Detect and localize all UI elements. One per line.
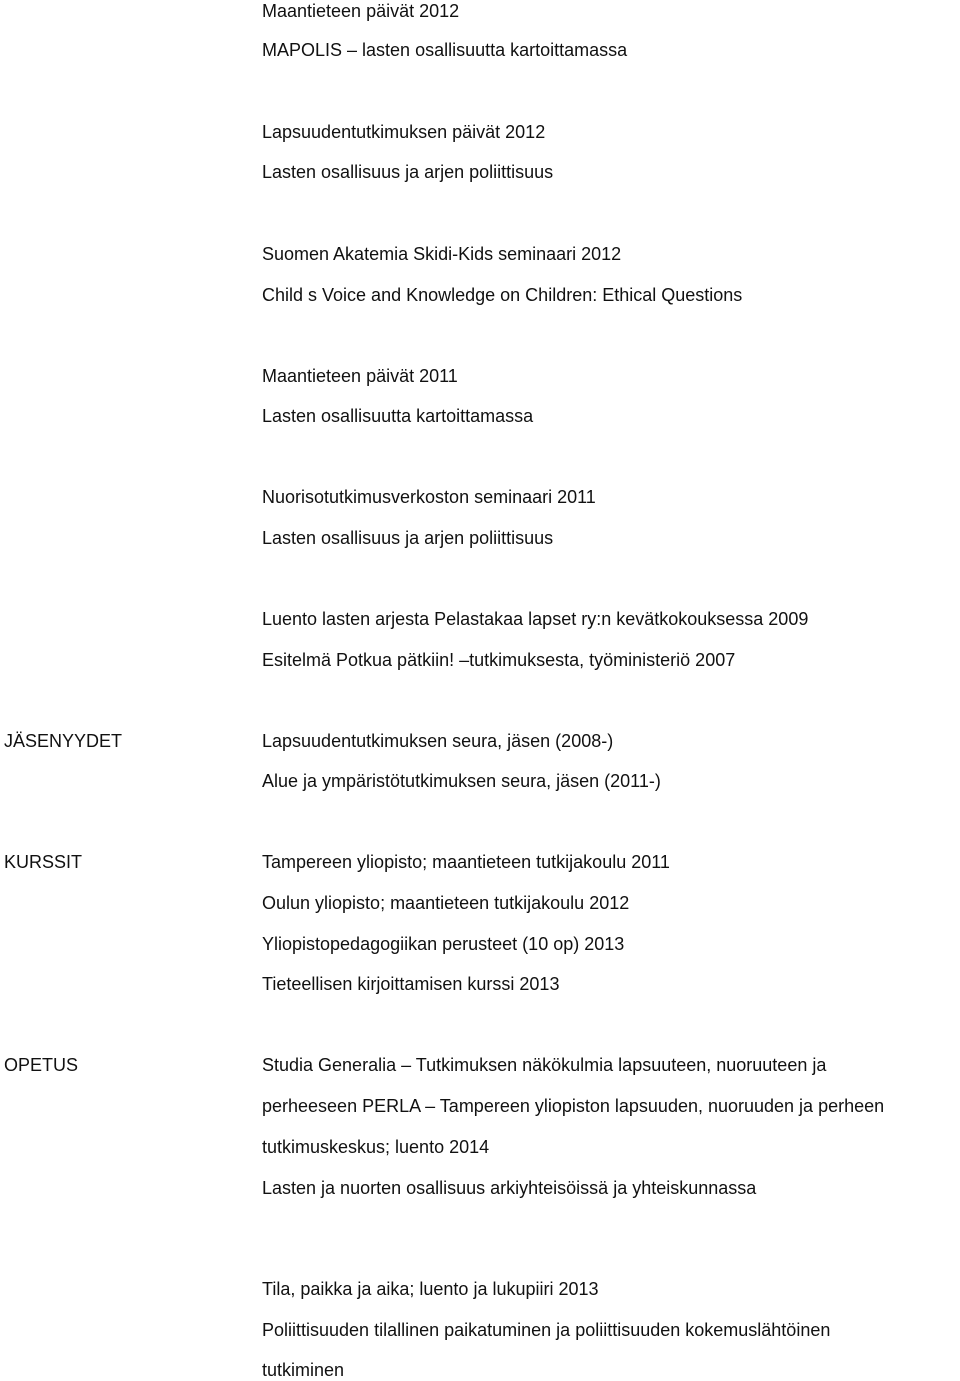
presentation-line: Lasten osallisuus ja arjen poliittisuus	[262, 528, 554, 548]
presentation-line: Esitelmä Potkua pätkiin! –tutkimuksesta, työministeriö 2007	[262, 650, 736, 670]
course-line: Oulun yliopisto; maantieteen tutkijakoulu 2012	[262, 893, 630, 913]
section-label-memberships: JÄSENYYDET	[4, 731, 123, 751]
presentation-line: Lasten osallisuus ja arjen poliittisuus	[262, 162, 554, 182]
course-line: Yliopistopedagogiikan perusteet (10 op) 2013	[262, 934, 625, 954]
teaching-line: tutkimuskeskus; luento 2014	[262, 1137, 490, 1157]
section-label-courses: KURSSIT	[4, 852, 83, 872]
teaching-line: Tila, paikka ja aika; luento ja lukupiiri 2013	[262, 1279, 599, 1299]
membership-line: Lapsuudentutkimuksen seura, jäsen (2008-)	[262, 731, 614, 751]
presentation-line: MAPOLIS – lasten osallisuutta kartoittamassa	[262, 40, 628, 60]
section-label-teaching: OPETUS	[4, 1055, 79, 1075]
presentation-line: Maantieteen päivät 2011	[262, 366, 458, 386]
course-line: Tieteellisen kirjoittamisen kurssi 2013	[262, 974, 560, 994]
membership-line: Alue ja ympäristötutkimuksen seura, jäsen (2011-)	[262, 771, 661, 791]
presentation-line: Lasten osallisuutta kartoittamassa	[262, 406, 534, 426]
presentation-line: Child s Voice and Knowledge on Children: Ethical Questions	[262, 285, 743, 305]
presentation-line: Lapsuudentutkimuksen päivät 2012	[262, 122, 546, 142]
presentation-line: Luento lasten arjesta Pelastakaa lapset ry:n kevätkokouksessa 2009	[262, 609, 809, 629]
teaching-line: tutkiminen	[262, 1360, 345, 1380]
course-line: Tampereen yliopisto; maantieteen tutkijakoulu 2011	[262, 852, 670, 872]
teaching-line: Lasten ja nuorten osallisuus arkiyhteisöissä ja yhteiskunnassa	[262, 1178, 757, 1198]
teaching-line: perheeseen PERLA – Tampereen yliopiston lapsuuden, nuoruuden ja perheen	[262, 1096, 885, 1116]
presentation-line: Suomen Akatemia Skidi-Kids seminaari 2012	[262, 244, 622, 264]
teaching-line: Poliittisuuden tilallinen paikatuminen ja poliittisuuden kokemuslähtöinen	[262, 1320, 831, 1340]
presentation-line: Nuorisotutkimusverkoston seminaari 2011	[262, 487, 596, 507]
presentation-line: Maantieteen päivät 2012	[262, 1, 460, 21]
teaching-line: Studia Generalia – Tutkimuksen näkökulmia lapsuuteen, nuoruuteen ja	[262, 1055, 827, 1075]
